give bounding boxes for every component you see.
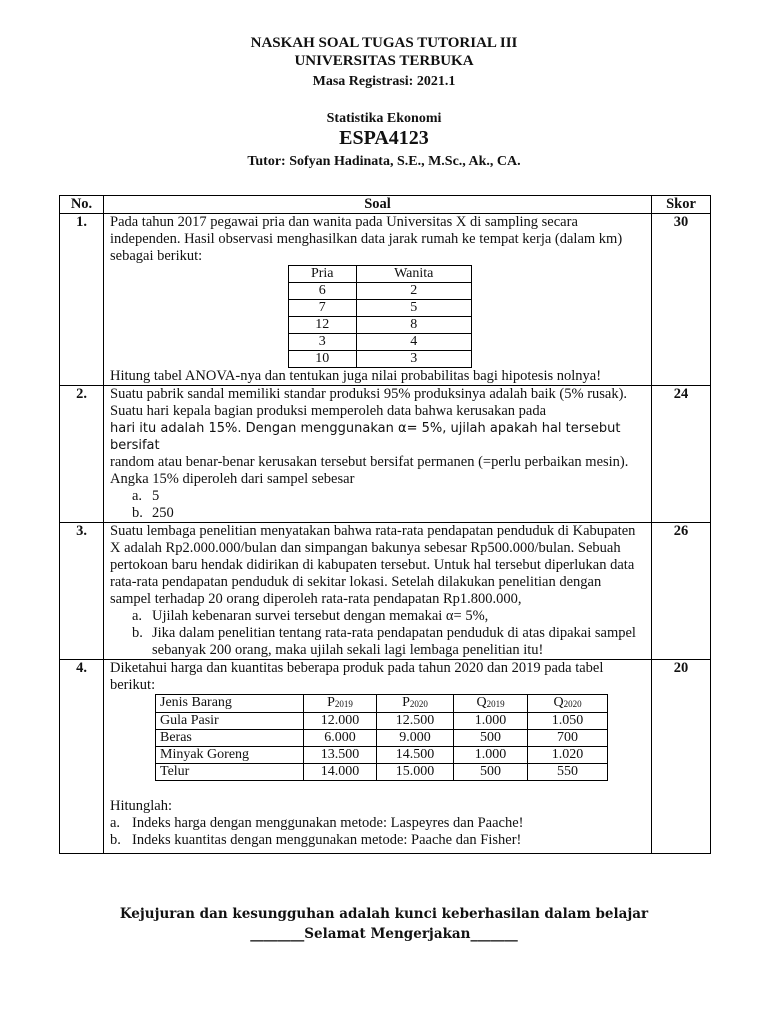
option-a xyxy=(132,488,645,505)
price-quantity-table xyxy=(155,694,608,781)
question-body xyxy=(104,660,652,854)
registration-period: Masa Registrasi: 2021.1 xyxy=(312,74,456,89)
cell: 1.000 xyxy=(454,747,528,764)
cell: 14.000 xyxy=(304,764,377,781)
option-text: 5 xyxy=(152,488,160,504)
question-table xyxy=(59,195,711,854)
col-header-jenis: Jenis Barang xyxy=(156,695,304,713)
year-subscript: 2020 xyxy=(563,699,582,709)
footer-greeting: ________Selamat Mengerjakan_______ xyxy=(250,926,518,942)
question-row-2 xyxy=(60,386,711,523)
table-row xyxy=(156,730,608,747)
cell: 1.050 xyxy=(528,713,608,730)
cell: 12.500 xyxy=(377,713,454,730)
cell: 9.000 xyxy=(377,730,454,747)
question-text: random atau benar-benar kerusakan tersebut bersifat permanen (=perlu perbaikan mesin). Angka 15% diperoleh dari sampel sebesar xyxy=(110,454,629,487)
q-symbol: Q xyxy=(553,695,564,710)
question-score: 20 xyxy=(652,660,711,854)
cell: 15.000 xyxy=(377,764,454,781)
question-text: Diketahui harga dan kuantitas beberapa produk pada tahun 2020 dan 2019 pada tabel berikut: xyxy=(110,660,604,693)
footer-motto: Kejujuran dan kesungguhan adalah kunci keberhasilan dalam belajar xyxy=(119,906,649,922)
course-code: ESPA4123 xyxy=(339,127,429,149)
distance-header-row xyxy=(289,266,472,283)
university-name: UNIVERSITAS TERBUKA xyxy=(294,53,474,69)
col-header-skor: Skor xyxy=(652,196,711,214)
p-symbol: P xyxy=(327,695,335,710)
price-quantity-header-row xyxy=(156,695,608,713)
cell: 700 xyxy=(528,730,608,747)
course-name: Statistika Ekonomi xyxy=(326,111,442,126)
option-label: b. xyxy=(132,625,143,641)
option-b xyxy=(110,832,645,849)
q-symbol: Q xyxy=(476,695,487,710)
table-row xyxy=(289,317,472,334)
col-header-wanita: Wanita xyxy=(356,266,472,283)
question-body xyxy=(104,523,652,660)
question-row-4 xyxy=(60,660,711,854)
cell: 3 xyxy=(356,351,472,368)
question-body xyxy=(104,386,652,523)
question-number: 2. xyxy=(60,386,104,523)
cell: Telur xyxy=(156,764,304,781)
option-b xyxy=(132,505,645,522)
col-header-p2019 xyxy=(304,695,377,713)
year-subscript: 2019 xyxy=(334,699,353,709)
cell: 7 xyxy=(289,300,357,317)
cell: Beras xyxy=(156,730,304,747)
option-a xyxy=(132,608,645,625)
question-text: hari itu adalah 15%. Dengan menggunakan α= 5%, ujilah apakah hal tersebut bersifat xyxy=(110,421,621,453)
cell: 13.500 xyxy=(304,747,377,764)
cell: 550 xyxy=(528,764,608,781)
cell: 2 xyxy=(356,283,472,300)
hitunglah-label: Hitunglah: xyxy=(110,798,173,814)
cell: 14.500 xyxy=(377,747,454,764)
cell: 500 xyxy=(454,764,528,781)
cell: 6 xyxy=(289,283,357,300)
table-row xyxy=(156,764,608,781)
question-text: Pada tahun 2017 pegawai pria dan wanita pada Universitas X di sampling secara independen. Hasil observasi menghasilkan data jarak rumah ke tempat kerja (dalam km) sebagai berikut: xyxy=(110,214,623,264)
option-label: a. xyxy=(132,488,143,504)
table-header-row xyxy=(60,196,711,214)
cell: 10 xyxy=(289,351,357,368)
question-text: Suatu pabrik sandal memiliki standar produksi 95% produksinya adalah baik (5% rusak). Suatu hari kepala bagian produksi memperoleh data bahwa kerusakan pada xyxy=(110,386,628,419)
year-subscript: 2020 xyxy=(409,699,428,709)
option-label: b. xyxy=(110,832,121,848)
cell: Gula Pasir xyxy=(156,713,304,730)
cell: 6.000 xyxy=(304,730,377,747)
cell: 4 xyxy=(356,334,472,351)
table-row xyxy=(289,351,472,368)
cell: 1.020 xyxy=(528,747,608,764)
col-header-no: No. xyxy=(60,196,104,214)
doc-title: NASKAH SOAL TUGAS TUTORIAL III xyxy=(250,35,518,51)
table-row xyxy=(156,713,608,730)
cell: 8 xyxy=(356,317,472,334)
cell: 3 xyxy=(289,334,357,351)
table-row xyxy=(289,300,472,317)
cell: 12.000 xyxy=(304,713,377,730)
option-b xyxy=(132,625,645,659)
table-row xyxy=(156,747,608,764)
question-score: 30 xyxy=(652,214,711,386)
option-text: Jika dalam penelitian tentang rata-rata pendapatan penduduk di atas dipakai sampel sebanyak 200 orang, maka ujilah sekali lagi lembaga penelitian itu! xyxy=(152,625,636,658)
table-row xyxy=(289,283,472,300)
col-header-pria: Pria xyxy=(289,266,357,283)
option-text: Indeks harga dengan menggunakan metode: Laspeyres dan Paache! xyxy=(132,815,524,831)
cell: 500 xyxy=(454,730,528,747)
option-text: 250 xyxy=(152,505,174,521)
year-subscript: 2019 xyxy=(486,699,505,709)
cell: 1.000 xyxy=(454,713,528,730)
question-number: 4. xyxy=(60,660,104,854)
option-label: a. xyxy=(110,815,121,831)
col-header-q2019 xyxy=(454,695,528,713)
option-text: Indeks kuantitas dengan menggunakan metode: Paache dan Fisher! xyxy=(132,832,522,848)
cell: Minyak Goreng xyxy=(156,747,304,764)
col-header-q2020 xyxy=(528,695,608,713)
question-number: 3. xyxy=(60,523,104,660)
col-header-soal: Soal xyxy=(104,196,652,214)
cell: 12 xyxy=(289,317,357,334)
question-text: Suatu lembaga penelitian menyatakan bahwa rata-rata pendapatan penduduk di Kabupaten X adalah Rp2.000.000/bulan dan simpangan bakunya sebesar Rp500.000/bulan. Sebuah pertokoan baru hendak didirikan di kabupaten tersebut. Untuk hal tersebut diperlukan data rata-rata pendapatan penduduk di sekitar lokasi. Setelah dilakukan penelitian dengan sampel terhadap 20 orang diperoleh rata-rata pendapatan Rp1.800.000, xyxy=(110,523,636,607)
distance-data-table xyxy=(288,265,472,368)
question-number: 1. xyxy=(60,214,104,386)
question-score: 26 xyxy=(652,523,711,660)
cell: 5 xyxy=(356,300,472,317)
table-row xyxy=(289,334,472,351)
option-text: Ujilah kebenaran survei tersebut dengan memakai α= 5%, xyxy=(152,608,489,624)
question-body xyxy=(104,214,652,386)
option-a xyxy=(110,815,645,832)
option-label: b. xyxy=(132,505,143,521)
question-row-1 xyxy=(60,214,711,386)
question-instruction: Hitung tabel ANOVA-nya dan tentukan juga nilai probabilitas bagi hipotesis nolnya! xyxy=(110,368,602,384)
tutor-name: Tutor: Sofyan Hadinata, S.E., M.Sc., Ak., CA. xyxy=(247,154,521,169)
option-label: a. xyxy=(132,608,143,624)
question-row-3 xyxy=(60,523,711,660)
question-score: 24 xyxy=(652,386,711,523)
p-symbol: P xyxy=(402,695,410,710)
col-header-p2020 xyxy=(377,695,454,713)
